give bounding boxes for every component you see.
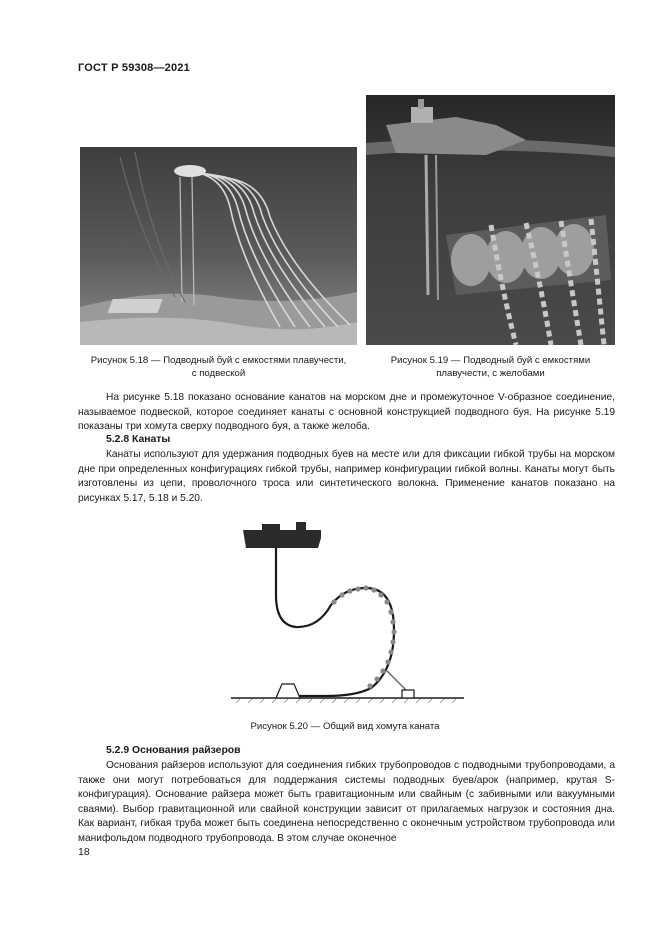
figure-5-18-image <box>80 147 357 345</box>
riser-base-icon <box>276 684 300 698</box>
figure-5-19-image <box>366 95 615 345</box>
section-5-2-8-text: Канаты используют для удержания подводных буев на месте или для фиксации гибкой трубы на морском дне при определенных конфигурациях гибкой трубы, например конфигурации гибкой волны. Канаты могут быть изготовлены из цепи, проволочного троса или синтетического волокна. Применение канатов показано на рисунках 5.17, 5.18 и 5.20. <box>78 449 615 504</box>
paragraph-1: На рисунке 5.18 показано основание канатов на морском дне и промежуточное V-образное соединение, называемое подвеской, которое соединяет канаты с основной конструкцией подводного буя. На рисунке 5.19 показаны три хомута сверху подводного буя, а также желоба. <box>78 392 615 433</box>
section-5-2-9-body <box>78 759 615 847</box>
page-number: 18 <box>78 846 90 858</box>
figure-5-18-caption-line2: с подвеской <box>191 368 246 379</box>
figure-5-19-caption-line1: Рисунок 5.19 — Подводный буй с емкостями <box>390 355 591 366</box>
figure-5-18-caption <box>80 354 357 380</box>
anchor-clamp-icon <box>402 690 414 698</box>
ship-icon <box>243 530 321 548</box>
section-5-2-8-title: 5.2.8 Канаты <box>106 434 171 445</box>
section-5-2-9-text: Основания райзеров используют для соединения гибких трубопроводов с подводными трубопроводами, а также они могут потребоваться для поддержания системы подводных буев/арок (например, крутая S-конфигурация). Основание райзера может быть гравитационным или свайным (с забивными или вакуумными сваями). Выбор гравитационной или свайной конструкции зависит от прилагаемых нагрузок и состояния дна. Как вариант, гибкая труба может быть соединена непосредственно с оконечным устройством трубопровода или манифольдом подводного трубопровода. В этом случае оконечное <box>78 760 615 844</box>
figure-5-19-caption <box>366 354 615 380</box>
buoyancy-modules <box>331 585 396 688</box>
figure-5-18-caption-line1: Рисунок 5.18 — Подводный буй с емкостями плавучести, <box>90 355 347 366</box>
paragraph-figures-description <box>78 391 615 435</box>
section-5-2-9-title: 5.2.9 Основания райзеров <box>106 745 241 756</box>
section-5-2-8-body <box>78 448 615 506</box>
figure-5-19-caption-line2: плавучести, с желобами <box>436 368 545 379</box>
figure-5-20-diagram <box>226 520 466 710</box>
figure-5-20-caption: Рисунок 5.20 — Общий вид хомута каната <box>250 721 440 732</box>
document-standard-header: ГОСТ Р 59308—2021 <box>78 62 190 74</box>
flexible-pipe-riser <box>276 548 394 696</box>
